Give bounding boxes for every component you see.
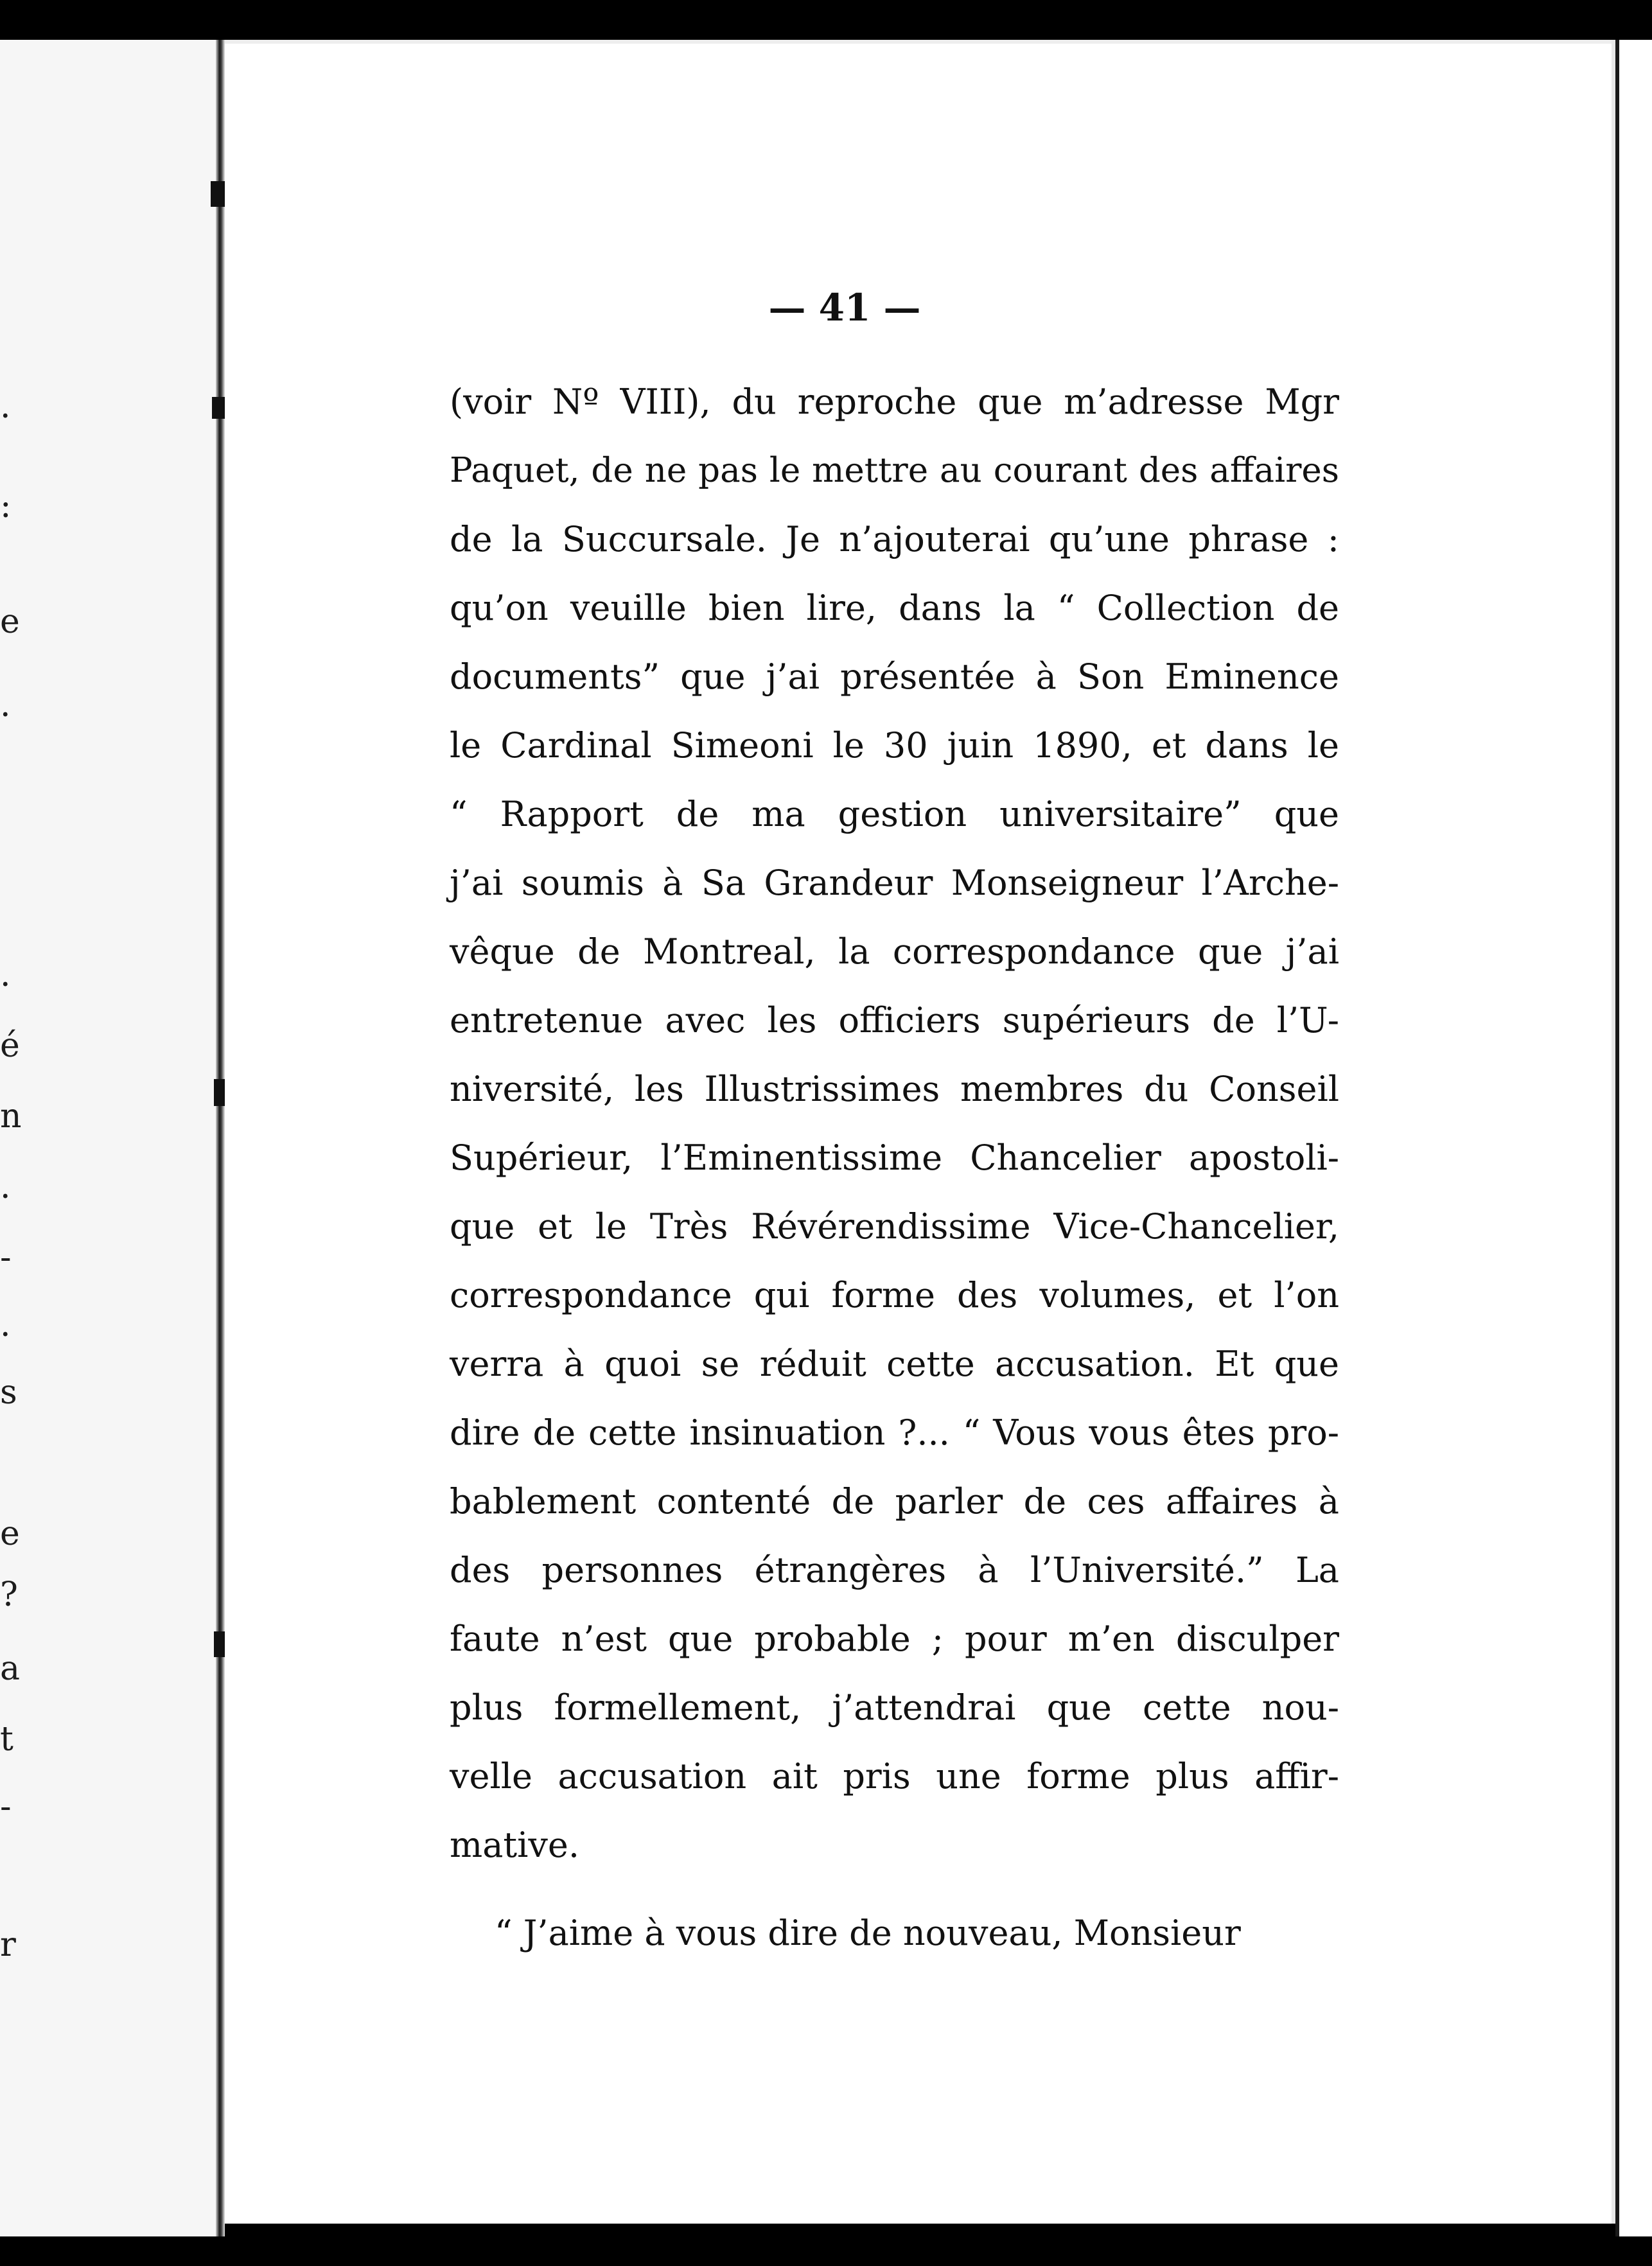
scan-bottom-border (0, 2236, 1652, 2266)
edge-fragment: e (0, 602, 20, 641)
edge-fragment: r (0, 1926, 16, 1964)
text-line: velle accusation ait pris une forme plus affir- (450, 1756, 1339, 1796)
text-line: des personnes étrangères à l’Université.” La (450, 1550, 1339, 1590)
edge-fragment: : (0, 487, 12, 525)
text-line: le Cardinal Simeoni le 30 juin 1890, et dans le (450, 725, 1339, 766)
edge-fragment: . (0, 956, 11, 994)
text-line: dire de cette insinuation ?... “ Vous vous êtes pro- (450, 1412, 1339, 1453)
page-number: — 41 — (768, 286, 921, 329)
text-line: vêque de Montreal, la correspondance que j’ai (450, 931, 1339, 972)
edge-fragment: a (0, 1649, 21, 1688)
edge-fragment: - (0, 1787, 12, 1826)
edge-fragment: ? (0, 1576, 18, 1614)
text-line: (voir Nº VIII), du reproche que m’adresse Mgr (450, 382, 1339, 422)
text-line: documents” que j’ai présentée à Son Eminence (450, 656, 1339, 697)
edge-fragment: . (0, 1306, 11, 1344)
text-line: mative. (450, 1825, 579, 1865)
page-right-edge (1615, 40, 1652, 2236)
text-line: de la Succursale. Je n’ajouterai qu’une phrase : (450, 519, 1339, 559)
edge-fragment: n (0, 1097, 22, 1136)
paragraph-gap (450, 1879, 1339, 1899)
edge-fragment: t (0, 1720, 13, 1759)
text-line: “ J’aime à vous dire de nouveau, Monsieur (495, 1913, 1241, 1953)
binding-gutter (216, 40, 225, 2236)
scan-top-border (0, 0, 1652, 40)
edge-fragment: . (0, 1168, 11, 1206)
edge-fragment: - (0, 1238, 12, 1277)
text-line: correspondance qui forme des volumes, et l’on (450, 1275, 1339, 1315)
text-line: qu’on veuille bien lire, dans la “ Collection de (450, 588, 1339, 628)
text-line: bablement contenté de parler de ces affaires à (450, 1481, 1339, 1522)
text-line: verra à quoi se réduit cette accusation. Et que (450, 1344, 1339, 1384)
text-line: faute n’est que probable ; pour m’en disculper (450, 1619, 1339, 1659)
text-line: plus formellement, j’attendrai que cette nou- (450, 1687, 1339, 1728)
text-line: niversité, les Illustrissimes membres du Conseil (450, 1069, 1339, 1109)
text-line: Paquet, de ne pas le mettre au courant des affaires (450, 451, 1339, 490)
edge-fragment: . (0, 686, 11, 725)
text-line: entretenue avec les officiers supérieurs de l’U- (450, 1000, 1339, 1041)
body-text (450, 367, 1339, 1967)
text-line: que et le Très Révérendissime Vice-Chancelier, (450, 1206, 1339, 1247)
text-line: “ Rapport de ma gestion universitaire” que (450, 794, 1339, 834)
facing-page-edge (0, 40, 224, 2236)
edge-fragment: . (0, 387, 11, 426)
text-line: Supérieur, l’Eminentissime Chancelier apostoli- (450, 1137, 1339, 1178)
edge-fragment: s (0, 1373, 17, 1412)
edge-fragment: e (0, 1515, 20, 1553)
edge-fragment: é (0, 1026, 20, 1065)
text-line: j’ai soumis à Sa Grandeur Monseigneur l’Arche- (450, 863, 1339, 903)
